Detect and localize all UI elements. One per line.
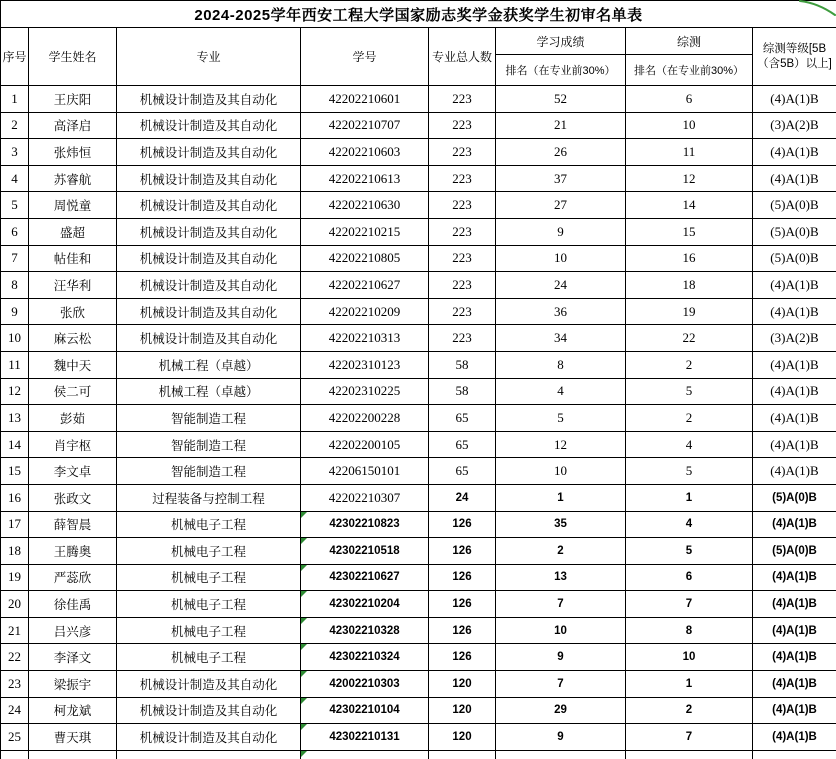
col-header-comp-sub[interactable]: 排名（在专业前30%）: [626, 55, 753, 86]
text-flag-triangle-icon: [301, 698, 307, 704]
cell-student-name[interactable]: 苏睿航: [29, 165, 117, 192]
cell-study-rank[interactable]: [496, 750, 626, 759]
cell-comp-rank[interactable]: 2: [626, 351, 753, 378]
col-header-index[interactable]: 序号: [1, 28, 29, 86]
cell-student-name[interactable]: 严蕊欣: [29, 564, 117, 591]
cell-student-id[interactable]: 42302210823: [301, 511, 429, 538]
cell-index[interactable]: [1, 750, 29, 759]
cell-student-name[interactable]: 帖佳和: [29, 245, 117, 272]
cell-student-name[interactable]: 彭茹: [29, 405, 117, 432]
cell-student-name[interactable]: 吕兴彦: [29, 617, 117, 644]
cell-student-name[interactable]: 李文卓: [29, 458, 117, 485]
table-row: [1, 617, 836, 644]
cell-study-rank[interactable]: 8: [496, 351, 626, 378]
table-row: [1, 697, 836, 724]
cell-grade[interactable]: (4)A(1)B: [753, 644, 836, 671]
table-row: [1, 139, 836, 166]
cell-student-id[interactable]: 42202210805: [301, 245, 429, 272]
cell-grade[interactable]: (3)A(2)B: [753, 325, 836, 352]
cell-major[interactable]: 机械设计制造及其自动化: [117, 697, 301, 724]
cell-grade[interactable]: (5)A(0)B: [753, 538, 836, 565]
cell-study-rank[interactable]: 4: [496, 378, 626, 405]
cell-comp-rank[interactable]: 5: [626, 458, 753, 485]
cell-comp-rank[interactable]: 10: [626, 644, 753, 671]
text-flag-triangle-icon: [301, 751, 307, 757]
cell-major[interactable]: 机械电子工程: [117, 564, 301, 591]
cell-comp-rank[interactable]: 5: [626, 538, 753, 565]
cell-grade[interactable]: (4)A(1)B: [753, 697, 836, 724]
cell-index[interactable]: 2: [1, 112, 29, 139]
cell-student-name[interactable]: 薛智晨: [29, 511, 117, 538]
table-row: [1, 351, 836, 378]
cell-grade[interactable]: (4)A(1)B: [753, 86, 836, 113]
cell-student-id[interactable]: 42202210627: [301, 272, 429, 299]
text-flag-triangle-icon: [301, 671, 307, 677]
text-flag-triangle-icon: [301, 565, 307, 571]
table-row: [1, 272, 836, 299]
cell-student-id[interactable]: 42302210131: [301, 724, 429, 751]
cell-student-id[interactable]: 42202200105: [301, 431, 429, 458]
cell-study-rank[interactable]: 13: [496, 564, 626, 591]
cell-comp-rank[interactable]: 10: [626, 112, 753, 139]
table-row: [1, 458, 836, 485]
cell-index[interactable]: 10: [1, 325, 29, 352]
cell-student-name[interactable]: 麻云松: [29, 325, 117, 352]
text-flag-triangle-icon: [301, 724, 307, 730]
cell-study-rank[interactable]: 35: [496, 511, 626, 538]
cell-index[interactable]: 21: [1, 617, 29, 644]
cell-major[interactable]: 机械工程（卓越）: [117, 378, 301, 405]
cell-grade[interactable]: (4)A(1)B: [753, 298, 836, 325]
col-header-comp-group[interactable]: 综测: [626, 28, 753, 55]
cell-comp-rank[interactable]: 8: [626, 617, 753, 644]
cell-grade[interactable]: (4)A(1)B: [753, 564, 836, 591]
cell-grade[interactable]: (4)A(1)B: [753, 591, 836, 618]
text-flag-triangle-icon: [301, 512, 307, 518]
cell-index[interactable]: 23: [1, 671, 29, 698]
cell-major[interactable]: 机械电子工程: [117, 538, 301, 565]
cell-comp-rank[interactable]: 6: [626, 86, 753, 113]
cell-student-id[interactable]: [301, 750, 429, 759]
cell-major[interactable]: 智能制造工程: [117, 405, 301, 432]
cell-comp-rank[interactable]: 2: [626, 405, 753, 432]
cell-student-id[interactable]: 42302210627: [301, 564, 429, 591]
cell-major[interactable]: 机械设计制造及其自动化: [117, 671, 301, 698]
cell-major[interactable]: 机械电子工程: [117, 511, 301, 538]
cell-student-id[interactable]: 42202210603: [301, 139, 429, 166]
cell-total[interactable]: 126: [429, 564, 496, 591]
cell-major[interactable]: 机械设计制造及其自动化: [117, 245, 301, 272]
cell-study-rank[interactable]: 1: [496, 484, 626, 511]
cell-total[interactable]: 223: [429, 325, 496, 352]
cell-study-rank[interactable]: 10: [496, 617, 626, 644]
cell-comp-rank[interactable]: 1: [626, 484, 753, 511]
cell-major[interactable]: 机械设计制造及其自动化: [117, 724, 301, 751]
cell-study-rank[interactable]: 9: [496, 218, 626, 245]
cell-student-id[interactable]: 42202310225: [301, 378, 429, 405]
cell-index[interactable]: 14: [1, 431, 29, 458]
cell-comp-rank[interactable]: 4: [626, 511, 753, 538]
cell-comp-rank[interactable]: 7: [626, 591, 753, 618]
cell-student-id[interactable]: 42002210303: [301, 671, 429, 698]
cell-total[interactable]: 223: [429, 139, 496, 166]
cell-major[interactable]: 机械工程（卓越）: [117, 351, 301, 378]
cell-student-name[interactable]: 张炜恒: [29, 139, 117, 166]
cell-total[interactable]: 65: [429, 405, 496, 432]
cell-student-name[interactable]: 张欣: [29, 298, 117, 325]
cell-index[interactable]: 8: [1, 272, 29, 299]
table-row: [1, 245, 836, 272]
cell-total[interactable]: 58: [429, 378, 496, 405]
cell-student-name[interactable]: 张政文: [29, 484, 117, 511]
cell-study-rank[interactable]: 24: [496, 272, 626, 299]
cell-study-rank[interactable]: 10: [496, 245, 626, 272]
cell-total[interactable]: 126: [429, 591, 496, 618]
header-row-1: [1, 28, 836, 55]
cell-index[interactable]: 12: [1, 378, 29, 405]
cell-major[interactable]: 智能制造工程: [117, 458, 301, 485]
table-row: [1, 511, 836, 538]
cell-total[interactable]: [429, 750, 496, 759]
cell-comp-rank[interactable]: [626, 750, 753, 759]
cell-grade[interactable]: (4)A(1)B: [753, 351, 836, 378]
page-title[interactable]: 2024-2025学年西安工程大学国家励志奖学金获奖学生初审名单表: [1, 1, 836, 28]
cell-total[interactable]: 126: [429, 644, 496, 671]
cell-student-name[interactable]: 王腾奥: [29, 538, 117, 565]
cell-student-name[interactable]: 汪华利: [29, 272, 117, 299]
cell-comp-rank[interactable]: 7: [626, 724, 753, 751]
cell-study-rank[interactable]: 10: [496, 458, 626, 485]
cell-index[interactable]: 1: [1, 86, 29, 113]
cell-student-name[interactable]: 高泽启: [29, 112, 117, 139]
cell-major[interactable]: 机械设计制造及其自动化: [117, 218, 301, 245]
cell-major[interactable]: 智能制造工程: [117, 431, 301, 458]
cell-major[interactable]: 机械电子工程: [117, 617, 301, 644]
cell-major[interactable]: 机械设计制造及其自动化: [117, 192, 301, 219]
col-header-student-id[interactable]: 学号: [301, 28, 429, 86]
cell-comp-rank[interactable]: 4: [626, 431, 753, 458]
cell-student-name[interactable]: 李泽文: [29, 644, 117, 671]
cell-student-name[interactable]: 徐佳禹: [29, 591, 117, 618]
cell-student-name[interactable]: 侯二可: [29, 378, 117, 405]
cell-grade[interactable]: (4)A(1)B: [753, 139, 836, 166]
table-row: [1, 298, 836, 325]
cell-grade[interactable]: (5)A(0)B: [753, 192, 836, 219]
text-flag-triangle-icon: [301, 644, 307, 650]
table-row: [1, 112, 836, 139]
table-row: [1, 750, 836, 759]
cell-study-rank[interactable]: 52: [496, 86, 626, 113]
table-row: [1, 724, 836, 751]
cell-student-id[interactable]: 42202210601: [301, 86, 429, 113]
cell-student-id[interactable]: 42202210613: [301, 165, 429, 192]
cell-index[interactable]: 16: [1, 484, 29, 511]
cell-major[interactable]: 机械设计制造及其自动化: [117, 112, 301, 139]
table-row: [1, 484, 836, 511]
cell-study-rank[interactable]: 2: [496, 538, 626, 565]
cell-study-rank[interactable]: 36: [496, 298, 626, 325]
table-row: [1, 644, 836, 671]
table-row: [1, 325, 836, 352]
table-row: [1, 591, 836, 618]
cell-study-rank[interactable]: 7: [496, 591, 626, 618]
cell-grade[interactable]: (4)A(1)B: [753, 378, 836, 405]
cell-index[interactable]: 6: [1, 218, 29, 245]
cell-student-id[interactable]: 42302210518: [301, 538, 429, 565]
cell-comp-rank[interactable]: 11: [626, 139, 753, 166]
cell-grade[interactable]: (4)A(1)B: [753, 431, 836, 458]
cell-study-rank[interactable]: 9: [496, 724, 626, 751]
cell-major[interactable]: 机械设计制造及其自动化: [117, 298, 301, 325]
cell-grade[interactable]: (5)A(0)B: [753, 218, 836, 245]
cell-index[interactable]: 9: [1, 298, 29, 325]
cell-total[interactable]: 223: [429, 112, 496, 139]
table-row: [1, 86, 836, 113]
col-header-study-sub[interactable]: 排名（在专业前30%）: [496, 55, 626, 86]
cell-comp-rank[interactable]: 15: [626, 218, 753, 245]
cell-major[interactable]: 机械设计制造及其自动化: [117, 272, 301, 299]
cell-grade[interactable]: (5)A(0)B: [753, 484, 836, 511]
cell-grade[interactable]: (3)A(2)B: [753, 112, 836, 139]
cell-study-rank[interactable]: 21: [496, 112, 626, 139]
cell-total[interactable]: 126: [429, 511, 496, 538]
cell-student-name[interactable]: 魏中天: [29, 351, 117, 378]
cell-grade[interactable]: (4)A(1)B: [753, 511, 836, 538]
text-flag-triangle-icon: [301, 538, 307, 544]
cell-study-rank[interactable]: 29: [496, 697, 626, 724]
cell-student-name[interactable]: 王庆阳: [29, 86, 117, 113]
cell-study-rank[interactable]: 9: [496, 644, 626, 671]
cell-total[interactable]: 24: [429, 484, 496, 511]
cell-study-rank[interactable]: 7: [496, 671, 626, 698]
cell-index[interactable]: 25: [1, 724, 29, 751]
table-row: [1, 431, 836, 458]
cell-comp-rank[interactable]: 14: [626, 192, 753, 219]
col-header-study-group[interactable]: 学习成绩: [496, 28, 626, 55]
cell-student-id[interactable]: 42202210313: [301, 325, 429, 352]
col-header-total[interactable]: 专业总人数: [429, 28, 496, 86]
cell-grade[interactable]: (4)A(1)B: [753, 272, 836, 299]
cell-grade[interactable]: (4)A(1)B: [753, 405, 836, 432]
cell-student-id[interactable]: 42202210630: [301, 192, 429, 219]
cell-grade[interactable]: (4)A(1)B: [753, 165, 836, 192]
cell-total[interactable]: 223: [429, 245, 496, 272]
cell-index[interactable]: 17: [1, 511, 29, 538]
cell-index[interactable]: 19: [1, 564, 29, 591]
text-flag-triangle-icon: [301, 618, 307, 624]
col-header-name[interactable]: 学生姓名: [29, 28, 117, 86]
cell-student-id[interactable]: 42202200228: [301, 405, 429, 432]
cell-major[interactable]: 机械设计制造及其自动化: [117, 165, 301, 192]
cell-major[interactable]: 机械设计制造及其自动化: [117, 86, 301, 113]
cell-index[interactable]: 18: [1, 538, 29, 565]
cell-index[interactable]: 24: [1, 697, 29, 724]
cell-index[interactable]: 4: [1, 165, 29, 192]
table-row: [1, 405, 836, 432]
cell-student-name[interactable]: 周悦童: [29, 192, 117, 219]
cell-total[interactable]: 223: [429, 86, 496, 113]
table-row: [1, 671, 836, 698]
table-body: [1, 86, 836, 759]
cell-student-name[interactable]: 梁振宇: [29, 671, 117, 698]
cell-student-id[interactable]: 42202210215: [301, 218, 429, 245]
cell-total[interactable]: 223: [429, 272, 496, 299]
cell-total[interactable]: 65: [429, 431, 496, 458]
cell-total[interactable]: 223: [429, 298, 496, 325]
cell-student-id[interactable]: 42202210209: [301, 298, 429, 325]
cell-student-name[interactable]: 肖宇枢: [29, 431, 117, 458]
cell-major[interactable]: [117, 750, 301, 759]
cell-study-rank[interactable]: 26: [496, 139, 626, 166]
col-header-major[interactable]: 专业: [117, 28, 301, 86]
table-row: [1, 192, 836, 219]
cell-comp-rank[interactable]: 19: [626, 298, 753, 325]
cell-student-id[interactable]: 42202210307: [301, 484, 429, 511]
cell-grade[interactable]: (5)A(0)B: [753, 245, 836, 272]
table-row: [1, 165, 836, 192]
cell-comp-rank[interactable]: 5: [626, 378, 753, 405]
cell-grade[interactable]: (4)A(1)B: [753, 671, 836, 698]
cell-study-rank[interactable]: 5: [496, 405, 626, 432]
cell-index[interactable]: 5: [1, 192, 29, 219]
cell-total[interactable]: 65: [429, 458, 496, 485]
cell-comp-rank[interactable]: 12: [626, 165, 753, 192]
cell-index[interactable]: 7: [1, 245, 29, 272]
cell-student-id[interactable]: 42302210328: [301, 617, 429, 644]
cell-major[interactable]: 机械设计制造及其自动化: [117, 139, 301, 166]
cell-comp-rank[interactable]: 18: [626, 272, 753, 299]
table-row: [1, 538, 836, 565]
cell-student-id[interactable]: 42302210324: [301, 644, 429, 671]
cell-student-name[interactable]: 盛超: [29, 218, 117, 245]
cell-grade[interactable]: (4)A(1)B: [753, 617, 836, 644]
cell-comp-rank[interactable]: 6: [626, 564, 753, 591]
cell-index[interactable]: 3: [1, 139, 29, 166]
cell-comp-rank[interactable]: 2: [626, 697, 753, 724]
cell-student-name[interactable]: 曹天琪: [29, 724, 117, 751]
table-row: [1, 218, 836, 245]
cell-student-name[interactable]: [29, 750, 117, 759]
cell-grade[interactable]: [753, 750, 836, 759]
cell-student-id[interactable]: 42206150101: [301, 458, 429, 485]
cell-grade[interactable]: (4)A(1)B: [753, 724, 836, 751]
col-header-grade[interactable]: 综测等级[5B（含5B）以上]: [753, 28, 836, 86]
title-row: [1, 1, 836, 28]
table-row: [1, 564, 836, 591]
cell-major[interactable]: 过程装备与控制工程: [117, 484, 301, 511]
cell-total[interactable]: 223: [429, 165, 496, 192]
cell-major[interactable]: 机械电子工程: [117, 644, 301, 671]
cell-student-id[interactable]: 42202310123: [301, 351, 429, 378]
cell-student-name[interactable]: 柯龙斌: [29, 697, 117, 724]
cell-total[interactable]: 126: [429, 538, 496, 565]
cell-study-rank[interactable]: 27: [496, 192, 626, 219]
cell-grade[interactable]: (4)A(1)B: [753, 458, 836, 485]
cell-index[interactable]: 13: [1, 405, 29, 432]
cell-total[interactable]: 120: [429, 671, 496, 698]
cell-study-rank[interactable]: 34: [496, 325, 626, 352]
cell-index[interactable]: 15: [1, 458, 29, 485]
cell-study-rank[interactable]: 37: [496, 165, 626, 192]
cell-student-id[interactable]: 42302210204: [301, 591, 429, 618]
cell-index[interactable]: 20: [1, 591, 29, 618]
cell-comp-rank[interactable]: 22: [626, 325, 753, 352]
cell-major[interactable]: 机械设计制造及其自动化: [117, 325, 301, 352]
cell-total[interactable]: 58: [429, 351, 496, 378]
cell-index[interactable]: 11: [1, 351, 29, 378]
cell-index[interactable]: 22: [1, 644, 29, 671]
cell-total[interactable]: 120: [429, 724, 496, 751]
cell-total[interactable]: 223: [429, 192, 496, 219]
table-row: [1, 378, 836, 405]
cell-study-rank[interactable]: 12: [496, 431, 626, 458]
cell-student-id[interactable]: 42302210104: [301, 697, 429, 724]
cell-total[interactable]: 223: [429, 218, 496, 245]
text-flag-triangle-icon: [301, 591, 307, 597]
cell-student-id[interactable]: 42202210707: [301, 112, 429, 139]
cell-comp-rank[interactable]: 16: [626, 245, 753, 272]
cell-total[interactable]: 126: [429, 617, 496, 644]
cell-major[interactable]: 机械电子工程: [117, 591, 301, 618]
cell-comp-rank[interactable]: 1: [626, 671, 753, 698]
cell-total[interactable]: 120: [429, 697, 496, 724]
